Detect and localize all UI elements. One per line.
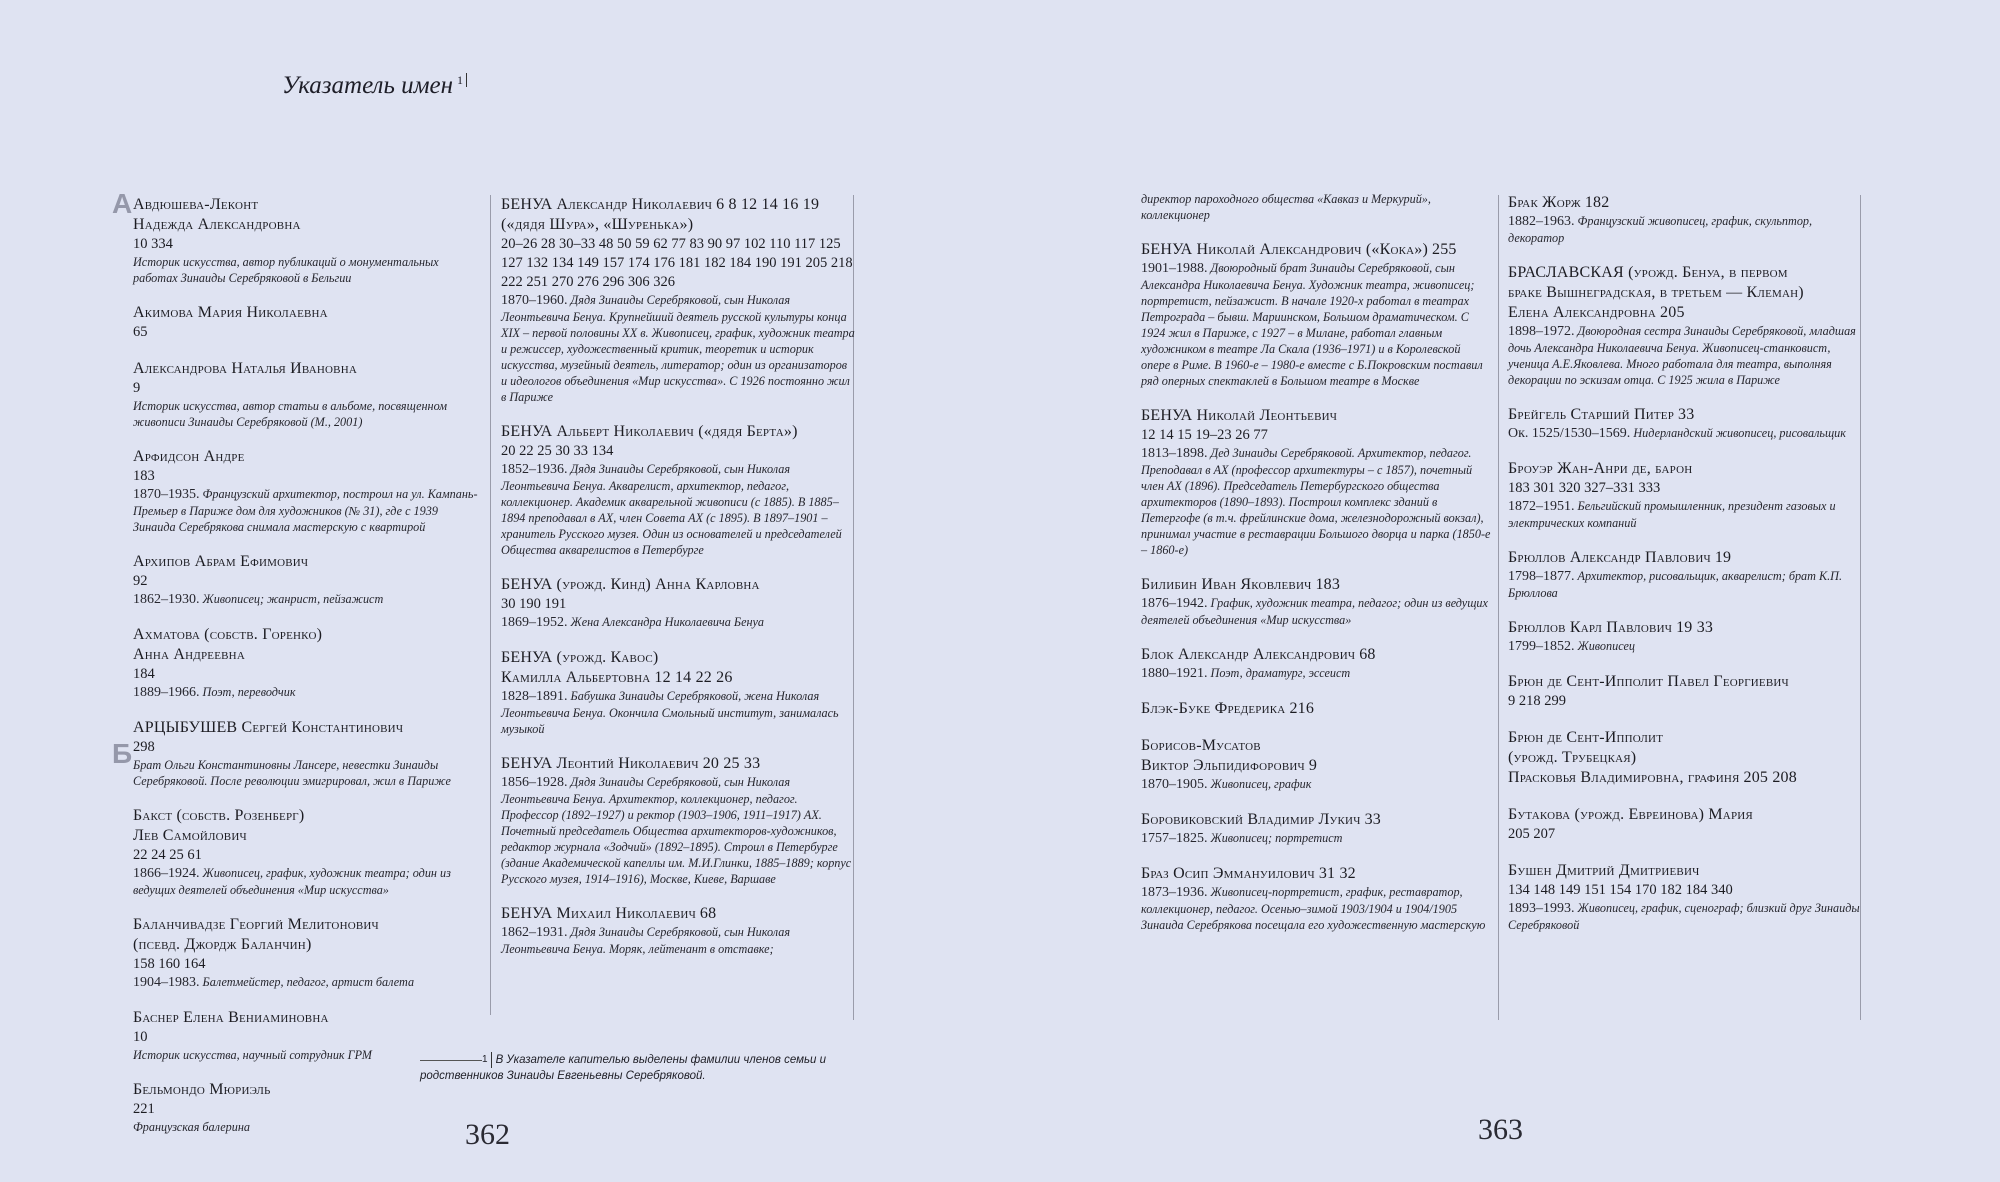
entry-years: 1876–1942. <box>1141 596 1208 611</box>
entry-note <box>1508 900 1863 933</box>
entry-description: Балетмейстер, педагог, артист балета <box>202 975 415 989</box>
entry-pages: 20–26 28 30–33 48 50 59 62 77 83 90 97 102 110 117 125 127 132 134 149 157 174 176 181 182 184 190 191 205 218 222 251 270 276 296 306 326 <box>501 236 853 290</box>
entry-pages: 158 160 164 <box>133 956 206 972</box>
page-number-right: 363 <box>1478 1113 1523 1146</box>
entry-name-text: Борисов-Мусатов <box>1141 737 1261 754</box>
entry-description: директор пароходного общества «Кавказ и Меркурий», коллекционер <box>1141 192 1431 222</box>
entry-description: Бабушка Зинаиды Серебряковой, жена Николая Леонтьевича Бенуа. Окончила Смольный институт, занималась музыкой <box>501 689 839 736</box>
entry-name-cont <box>501 215 856 235</box>
entry-description: Дядя Зинаиды Серебряковой, сын Николая Леонтьевича Бенуа. Моряк, лейтенант в отставке; <box>501 925 791 956</box>
entry-note <box>501 924 856 957</box>
entry-note <box>133 974 478 991</box>
entry-pages: 205 <box>1660 304 1685 321</box>
entry-years: 1757–1825. <box>1141 831 1208 846</box>
entry-note <box>1141 830 1491 847</box>
entry-description: Бельгийский промышленник, президент газовых и электрических компаний <box>1508 499 1836 530</box>
entry-years: 1862–1931. <box>501 925 568 940</box>
entry-years: 1898–1972. <box>1508 324 1575 339</box>
entry-pages: 31 32 <box>1318 865 1356 882</box>
entry-name-text: Блок Александр Александрович <box>1141 646 1356 663</box>
index-entry <box>1141 240 1491 389</box>
entry-name-cont <box>501 668 856 688</box>
entry-name-text: БЕНУА Николай Александрович («Кока») <box>1141 241 1429 258</box>
entry-name-text: Арфидсон Андре <box>133 448 245 465</box>
entry-name <box>1141 240 1491 260</box>
entry-name-cont <box>133 826 478 846</box>
entry-note <box>133 254 478 286</box>
index-entry <box>1508 805 1863 844</box>
entry-name <box>1141 699 1491 719</box>
index-entry <box>1508 263 1863 388</box>
entry-pages: 22 24 25 61 <box>133 847 202 863</box>
index-entry <box>1141 699 1491 719</box>
entry-description: Архитектор, рисовальщик, акварелист; брат К.П. Брюллова <box>1508 569 1842 600</box>
entry-name-text: Виктор Эльпидифорович <box>1141 757 1305 774</box>
entry-name <box>1508 861 1863 881</box>
index-entry <box>133 359 478 430</box>
entry-note <box>1141 776 1491 793</box>
entry-description: Живописец, график, сценограф; близкий друг Зинаиды Серебряковой <box>1508 901 1860 932</box>
entry-note <box>501 688 856 737</box>
entry-pages: 10 <box>133 1029 148 1045</box>
entry-years: 1873–1936. <box>1141 885 1208 900</box>
entry-name <box>133 806 478 826</box>
entry-name-text: Лев Самойлович <box>133 827 247 844</box>
entry-name-text: БЕНУА Альберт Николаевич («дядя Берта») <box>501 423 798 440</box>
entry-pages: 19 <box>1714 549 1732 566</box>
entry-name <box>1141 575 1491 595</box>
entry-name <box>1141 645 1491 665</box>
entry-years: 1862–1930. <box>133 592 200 607</box>
entry-name <box>501 195 856 215</box>
entry-note <box>133 486 478 535</box>
entry-pages: 205 208 <box>1743 769 1797 786</box>
entry-pages: 20 25 33 <box>702 755 761 772</box>
entry-name <box>133 447 478 467</box>
entry-note <box>1141 445 1491 558</box>
entry-note <box>133 1119 478 1135</box>
index-entry <box>1508 459 1863 531</box>
entry-name <box>1508 193 1863 213</box>
index-entry <box>501 575 856 631</box>
entry-name-text: Прасковья Владимировна, графиня <box>1508 769 1740 786</box>
entry-name <box>133 1008 478 1028</box>
footnote-text: В Указателе капителью выделены фамилии членов семьи и родственников Зинаиды Евгеньевны Серебряковой. <box>420 1054 827 1082</box>
entry-description: Живописец; портретист <box>1210 831 1343 845</box>
entry-description: Брат Ольги Константиновны Лансере, невестки Зинаиды Серебряковой. После революции эмигрировал, жил в Париже <box>133 758 451 788</box>
entry-years: 1870–1960. <box>501 293 568 308</box>
entry-description: Двоюродная сестра Зинаиды Серебряковой, младшая дочь Александра Николаевича Бенуа. Живописец-станковист, ученица А.Е.Яковлева. Много работала для театра, выполняя декорации по эскизам отца. С 1925 жила в Париже <box>1508 324 1856 387</box>
entry-name-text: Авдюшева-Леконт <box>133 196 259 213</box>
entry-name-text: Баснер Елена Вениаминовна <box>133 1009 329 1026</box>
index-entry <box>1508 405 1863 442</box>
entry-name-cont <box>1508 283 1863 303</box>
entry-note <box>1141 884 1491 933</box>
entry-name-cont <box>1141 756 1491 776</box>
entry-pages: 9 <box>1308 757 1318 774</box>
entry-note <box>501 292 856 405</box>
entry-name <box>133 195 478 215</box>
entry-name <box>1508 548 1863 568</box>
entry-name <box>1141 864 1491 884</box>
entry-name-cont <box>133 935 478 955</box>
entry-note <box>1141 260 1491 389</box>
entry-pages: 12 14 22 26 <box>654 669 733 686</box>
entry-description: Дядя Зинаиды Серебряковой, сын Николая Леонтьевича Бенуа. Крупнейший деятель русской культуры конца XIX – первой половины XX в. Живописец, график, художник театра и режиссер, художественный критик, теоретик и историк искусства, музейный деятель, литератор; один из организаторов и идеологов объединения «Мир искусства». С 1926 постоянно жил в Париже <box>501 293 855 404</box>
entry-name <box>501 422 856 442</box>
index-entry <box>501 195 856 405</box>
entry-name-text: Бушен Дмитрий Дмитриевич <box>1508 862 1700 879</box>
index-entry <box>133 625 478 701</box>
entry-description: Французская балерина <box>133 1120 251 1134</box>
entry-pages: 205 207 <box>1508 826 1556 842</box>
entry-name-text: (псевд. Джордж Баланчин) <box>133 936 312 953</box>
entry-note <box>501 614 856 631</box>
index-entry <box>1141 864 1491 933</box>
entry-name-text: БЕНУА Леонтий Николаевич <box>501 755 699 772</box>
entry-description: Французский живописец, график, скульптор, декоратор <box>1508 214 1813 245</box>
index-column-4 <box>1508 193 1863 950</box>
entry-description: Дед Зинаиды Серебряковой. Архитектор, педагог. Преподавал в АХ (профессор архитектуры – с 1857), почетный член АХ (1896). Председатель Петербургского общества архитекторов (1890–1893). Построил комплекс зданий в Петергофе (в т.ч. фрейлинские дома, железнодорожный вокзал), принимал участие в реставрации Большого дворца и парка (1850-е – 1860-е) <box>1141 446 1491 557</box>
entry-description: Дядя Зинаиды Серебряковой, сын Николая Леонтьевича Бенуа. Архитектор, коллекционер, педагог. Профессор (1892–1927) и ректор (1903–1906, 1911–1917) АХ. Почетный председатель Общества архитекторов-художников, редактор журнала «Зодчий» (1892–1895). Строил в Петербурге (здание Академической капеллы им. М.И.Глинки, 1885–1889; корпус Русского музея, 1914–1916), Москве, Киеве, Варшаве <box>501 775 852 886</box>
index-entry <box>1141 191 1491 223</box>
entry-pages: 183 <box>133 468 155 484</box>
entry-description: Живописец <box>1577 639 1635 653</box>
entry-note <box>133 591 478 608</box>
entry-name-text: Камилла Альбертовна <box>501 669 651 686</box>
entry-years: 1880–1921. <box>1141 666 1208 681</box>
entry-pages: 65 <box>133 324 148 340</box>
entry-name-text: браке Вышнеградская, в третьем — Клеман) <box>1508 284 1804 301</box>
entry-pages: 19 33 <box>1676 619 1714 636</box>
index-entry <box>133 303 478 342</box>
entry-name <box>1508 672 1863 692</box>
entry-pages: 12 14 15 19–23 26 77 <box>1141 427 1268 443</box>
entry-name-cont <box>133 215 478 235</box>
entry-name-text: Елена Александровна <box>1508 304 1657 321</box>
entry-name <box>133 303 478 323</box>
entry-name-text: Браз Осип Эммануилович <box>1141 865 1315 882</box>
index-entry <box>133 195 478 286</box>
page-title: Указатель имен $^1$ <box>282 72 467 100</box>
entry-note <box>1508 425 1863 442</box>
entry-pages: 10 334 <box>133 236 173 252</box>
entry-pages: 68 <box>699 905 717 922</box>
entry-pages: 298 <box>133 739 155 755</box>
entry-name-text: Брюн де Сент-Ипполит <box>1508 729 1664 746</box>
entry-name-text: Боровиковский Владимир Лукич <box>1141 811 1361 828</box>
entry-name-text: Билибин Иван Яковлевич <box>1141 576 1312 593</box>
entry-name-text: БЕНУА (урожд. Кавос) <box>501 649 659 666</box>
entry-pages: 255 <box>1432 241 1457 258</box>
entry-pages: 20 22 25 30 33 134 <box>501 443 614 459</box>
entry-description: Историк искусства, научный сотрудник ГРМ <box>133 1048 372 1062</box>
index-column-3 <box>1141 191 1491 950</box>
entry-name-text: Брак Жорж <box>1508 194 1581 211</box>
page-number-left: 362 <box>465 1118 510 1151</box>
entry-description: Дядя Зинаиды Серебряковой, сын Николая Леонтьевича Бенуа. Акварелист, архитектор, педагог, коллекционер. Академик акварельной живописи (с 1885). В 1885–1894 преподавал в АХ, член Совета АХ (с 1895). В 1897–1901 – хранитель Русского музея. Один из основателей и председателей Общества акварелистов в Петербурге <box>501 462 842 557</box>
entry-years: 1904–1983. <box>133 975 200 990</box>
entry-name-text: Брюн де Сент-Ипполит Павел Георгиевич <box>1508 673 1789 690</box>
entry-name <box>501 575 856 595</box>
entry-name-text: («дядя Шура», «Шуренька») <box>501 216 694 233</box>
index-entry <box>1141 736 1491 793</box>
index-entry <box>133 915 478 991</box>
entry-name-text: Надежда Александровна <box>133 216 301 233</box>
entry-description: Живописец, график <box>1210 777 1312 791</box>
footnote <box>420 1052 840 1084</box>
entry-name <box>1508 728 1863 748</box>
entry-note <box>133 865 478 898</box>
index-entry <box>501 754 856 887</box>
entry-name <box>133 915 478 935</box>
entry-description: Живописец; жанрист, пейзажист <box>202 592 384 606</box>
index-column-1 <box>133 195 478 1152</box>
index-entry <box>133 806 478 898</box>
index-entry <box>501 904 856 957</box>
entry-years: 1798–1877. <box>1508 569 1575 584</box>
index-entry <box>133 718 478 789</box>
entry-name-cont <box>133 645 478 665</box>
index-entry <box>133 552 478 608</box>
index-entry <box>1508 618 1863 655</box>
index-entry <box>133 1080 478 1135</box>
entry-years: 1866–1924. <box>133 866 200 881</box>
entry-years: Ок. 1525/1530–1569. <box>1508 426 1631 441</box>
entry-description: Живописец-портретист, график, реставратор, коллекционер, педагог. Осенью–зимой 1903/1904 и 1904/1905 Зинаида Серебрякова посещала его художественную мастерскую <box>1141 885 1486 932</box>
entry-name-text: Александрова Наталья Ивановна <box>133 360 357 377</box>
entry-name-text: Анна Андреевна <box>133 646 245 663</box>
entry-name <box>1508 805 1863 825</box>
index-entry <box>1508 548 1863 601</box>
entry-years: 1889–1966. <box>133 685 200 700</box>
index-entry <box>1508 728 1863 788</box>
index-column-2 <box>501 195 856 974</box>
entry-name-text: БЕНУА (урожд. Кинд) Анна Карловна <box>501 576 760 593</box>
entry-pages: 182 <box>1584 194 1610 211</box>
entry-description: Двоюродный брат Зинаиды Серебряковой, сын Александра Николаевича Бенуа. Художник театра, живописец; портретист, пейзажист. В начале 1920-х работал в театрах Петрограда – бывш. Мариинском, Большом драматическом. С 1924 жил в Париже, с 1927 – в Милане, работал главным художником в театре Ла Скала (1936–1971) и в Королевской опере в Риме. В 1960-е – 1980-е вместе с Б.Покровским поставил ряд оперных спектаклей в Большом театре в Москве <box>1141 261 1483 388</box>
entry-note <box>133 398 478 430</box>
entry-name-text: Брюллов Александр Павлович <box>1508 549 1711 566</box>
section-letter-b: Б <box>112 738 133 769</box>
entry-description: Историк искусства, автор статьи в альбоме, посвященном живописи Зинаиды Серебряковой (М., 2001) <box>133 399 448 429</box>
entry-note <box>1508 323 1863 388</box>
entry-years: 1869–1952. <box>501 615 568 630</box>
entry-description: Живописец, график, художник театра; один из ведущих деятелей объединения «Мир искусства» <box>133 866 451 897</box>
footnote-mark: 1 <box>457 73 467 87</box>
entry-pages: 6 8 12 14 16 19 <box>716 196 820 213</box>
entry-name-text: Архипов Абрам Ефимович <box>133 553 309 570</box>
entry-name <box>1508 263 1863 283</box>
entry-description: График, художник театра, педагог; один из ведущих деятелей объединения «Мир искусства» <box>1141 596 1488 627</box>
entry-years: 1852–1936. <box>501 462 568 477</box>
index-entry <box>133 447 478 535</box>
entry-note <box>1141 665 1491 682</box>
entry-years: 1901–1988. <box>1141 261 1208 276</box>
entry-note <box>1508 638 1863 655</box>
entry-name-text: БЕНУА Николай Леонтьевич <box>1141 407 1338 424</box>
entry-note <box>501 774 856 887</box>
column-divider <box>490 195 491 1015</box>
index-entry <box>501 648 856 737</box>
entry-years: 1893–1993. <box>1508 901 1575 916</box>
entry-years: 1856–1928. <box>501 775 568 790</box>
entry-name-text: Баланчивадзе Георгий Мелитонович <box>133 916 379 933</box>
entry-years: 1870–1935. <box>133 487 200 502</box>
index-entry <box>1141 645 1491 682</box>
entry-pages: 184 <box>133 666 155 682</box>
entry-note <box>1141 191 1491 223</box>
footnote-rule <box>420 1060 482 1061</box>
entry-pages: 183 301 320 327–331 333 <box>1508 480 1661 496</box>
entry-years: 1828–1891. <box>501 689 568 704</box>
entry-pages: 9 <box>133 380 141 396</box>
entry-pages: 33 <box>1678 406 1695 423</box>
entry-name-cont <box>1508 303 1863 323</box>
entry-name-text: (урожд. Трубецкая) <box>1508 749 1637 766</box>
entry-name-text: Броуэр Жан-Анри де, барон <box>1508 460 1693 477</box>
entry-pages: 134 148 149 151 154 170 182 184 340 <box>1508 882 1733 898</box>
entry-pages: 9 218 299 <box>1508 693 1566 709</box>
entry-name <box>1141 736 1491 756</box>
entry-years: 1870–1905. <box>1141 777 1208 792</box>
entry-name <box>133 625 478 645</box>
entry-name-cont <box>1508 748 1863 768</box>
entry-name <box>133 359 478 379</box>
entry-name-text: Бутакова (урожд. Евреинова) Мария <box>1508 806 1753 823</box>
entry-name <box>1508 405 1863 425</box>
entry-note <box>1508 498 1863 531</box>
entry-name-text: Акимова Мария Николаевна <box>133 304 328 321</box>
entry-name <box>1508 459 1863 479</box>
entry-note <box>1508 213 1863 246</box>
entry-name-text: Бельмондо Мюриэль <box>133 1081 271 1098</box>
entry-pages: 92 <box>133 573 148 589</box>
entry-name <box>1141 810 1491 830</box>
entry-years: 1872–1951. <box>1508 499 1575 514</box>
section-letter-a: А <box>112 188 133 219</box>
entry-description: Поэт, драматург, эссеист <box>1210 666 1351 680</box>
entry-name-text: Ахматова (собств. Горенко) <box>133 626 323 643</box>
index-entry <box>1141 810 1491 847</box>
entry-pages: 68 <box>1359 646 1376 663</box>
entry-note <box>501 461 856 558</box>
entry-note <box>133 684 478 701</box>
entry-note <box>1508 568 1863 601</box>
entry-name <box>133 552 478 572</box>
index-entry <box>1508 861 1863 933</box>
entry-years: 1882–1963. <box>1508 214 1575 229</box>
index-entry <box>1141 406 1491 558</box>
entry-description: Поэт, переводчик <box>202 685 296 699</box>
entry-name <box>1508 618 1863 638</box>
entry-pages: 183 <box>1315 576 1341 593</box>
index-entry <box>1508 193 1863 246</box>
entry-name <box>501 904 856 924</box>
index-entry <box>501 422 856 558</box>
entry-description: Нидерландский живописец, рисовальщик <box>1633 426 1846 440</box>
entry-years: 1813–1898. <box>1141 446 1208 461</box>
column-divider <box>1498 195 1499 1020</box>
entry-name <box>133 718 478 738</box>
entry-description: Французский архитектор, построил на ул. Кампань-Премьер в Париже дом для художников (№ 31), где с 1939 Зинаида Серебрякова снимала мастерскую с квартирой <box>133 487 478 534</box>
entry-name-text: БРАСЛАВСКАЯ (урожд. Бенуа, в первом <box>1508 264 1788 281</box>
entry-pages: 30 190 191 <box>501 596 567 612</box>
entry-name-text: Брюллов Карл Павлович <box>1508 619 1673 636</box>
entry-pages: 216 <box>1289 700 1315 717</box>
entry-note <box>133 757 478 789</box>
entry-pages: 221 <box>133 1101 155 1117</box>
index-entry <box>1508 672 1863 711</box>
entry-pages: 33 <box>1364 811 1381 828</box>
entry-description: Жена Александра Николаевича Бенуа <box>570 615 765 629</box>
entry-years: 1799–1852. <box>1508 639 1575 654</box>
entry-note <box>1141 595 1491 628</box>
entry-name-text: БЕНУА Александр Николаевич <box>501 196 713 213</box>
entry-name <box>501 648 856 668</box>
footnote-mark: 1 <box>482 1052 492 1068</box>
index-entry <box>1141 575 1491 628</box>
entry-name-text: АРЦЫБУШЕВ Сергей Константинович <box>133 719 404 736</box>
entry-description: Историк искусства, автор публикаций о монументальных работах Зинаиды Серебряковой в Бельгии <box>133 255 439 285</box>
entry-name-text: БЕНУА Михаил Николаевич <box>501 905 696 922</box>
entry-name <box>501 754 856 774</box>
entry-name-text: Брейгель Старший Питер <box>1508 406 1675 423</box>
entry-name-text: Бакст (собств. Розенберг) <box>133 807 305 824</box>
entry-name <box>1141 406 1491 426</box>
entry-name-cont <box>1508 768 1863 788</box>
entry-name-text: Блэк-Буке Фредерика <box>1141 700 1286 717</box>
